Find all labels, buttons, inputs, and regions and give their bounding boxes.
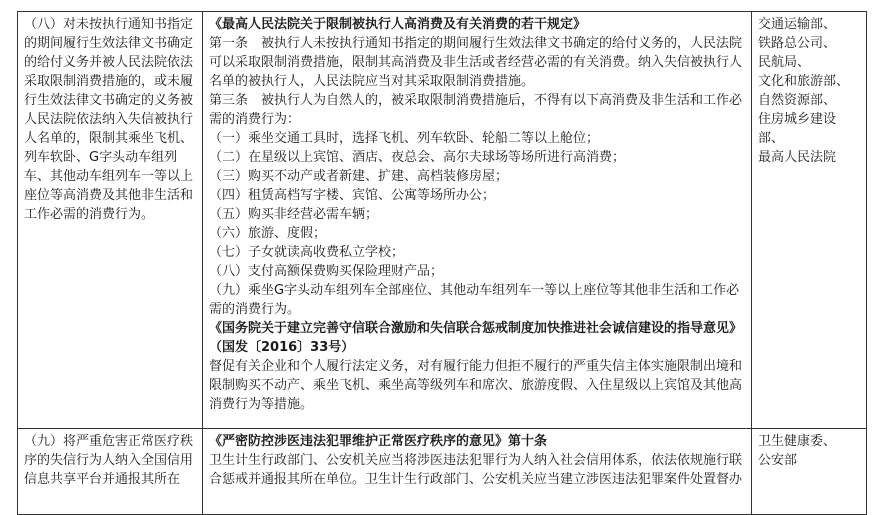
department-name: 民航局、 <box>758 55 811 70</box>
department-name: 卫生健康委、 <box>758 434 837 449</box>
list-item: （八）支付高额保费购买保险理财产品； <box>209 264 444 279</box>
list-item: （七）子女就读高收费私立学校； <box>209 245 405 260</box>
regulation-title: 《最高人民法院关于限制被执行人高消费及有关消费的若干规定》 <box>209 17 587 32</box>
article-paragraph: 卫生计生行政部门、公安机关应当将涉医违法犯罪行为人纳入社会信用体系，依法依规施行联合惩戒并通报其所在单位。卫生计生行政部门、公安机关应当建立涉医违法犯罪案件处置督办 <box>209 453 743 487</box>
department-name: 自然资源部、 <box>758 93 837 108</box>
article-paragraph: 第三条 被执行人为自然人的，被采取限制消费措施后，不得有以下高消费及非生活和工作必需的消费行为： <box>209 93 743 127</box>
department-name: 文化和旅游部、 <box>758 74 850 89</box>
list-item: （一）乘坐交通工具时，选择飞机、列车软卧、轮船二等以上舱位； <box>209 131 600 146</box>
department-name: 铁路总公司、 <box>758 36 837 51</box>
list-item: （三）购买不动产或者新建、扩建、高档装修房屋； <box>209 169 509 184</box>
measure-item-cell: （九）将严重危害正常医疗秩序的失信行为人纳入全国信用信息共享平台并通报其所在 <box>18 429 203 515</box>
regulation-title: 《国务院关于建立完善守信联合激励和失信联合惩戒制度加快推进社会诚信建设的指导意见》（国发〔2016〕33号） <box>209 321 743 355</box>
department-name: 交通运输部、 <box>758 17 837 32</box>
article-paragraph: 督促有关企业和个人履行法定义务，对有履行能力但拒不履行的严重失信主体实施限制出境和限制购买不动产、乘坐飞机、乘坐高等级列车和席次、旅游度假、入住星级以上宾馆及其他高消费行为等措施。 <box>209 359 743 412</box>
department-cell <box>752 12 867 429</box>
table-row <box>18 12 867 429</box>
regulation-title: 《严密防控涉医违法犯罪维护正常医疗秩序的意见》第十条 <box>209 434 548 449</box>
department-name: 公安部 <box>758 453 798 468</box>
legal-basis-cell <box>203 12 752 429</box>
article-paragraph: 第一条 被执行人未按执行通知书指定的期间履行生效法律文书确定的给付义务的，人民法院可以采取限制消费措施，限制其高消费及非生活或者经营必需的有关消费。纳入失信被执行人名单的被执行人，人民法院应当对其采取限制消费措施。 <box>209 36 743 89</box>
department-name: 最高人民法院 <box>758 150 837 165</box>
measure-item-cell: （八）对未按执行通知书指定的期间履行生效法律文书确定的给付义务并被人民法院依法采取限制消费措施的，或未履行生效法律文书确定的义务被人民法院依法纳入失信被执行人名单的，限制其乘坐飞机、列车软卧、G字头动车组列车、其他动车组列车一等以上座位等高消费及其他非生活和工作必需的消费行为。 <box>18 12 203 429</box>
legal-basis-cell <box>203 429 752 515</box>
measures-table <box>17 11 867 515</box>
list-item: （二）在星级以上宾馆、酒店、夜总会、高尔夫球场等场所进行高消费； <box>209 150 626 165</box>
department-cell <box>752 429 867 515</box>
list-item: （九）乘坐G字头动车组列车全部座位、其他动车组列车一等以上座位等其他非生活和工作必需的消费行为。 <box>209 283 740 317</box>
list-item: （五）购买非经营必需车辆； <box>209 207 379 222</box>
list-item: （四）租赁高档写字楼、宾馆、公寓等场所办公； <box>209 188 496 203</box>
department-name: 住房城乡建设部、 <box>758 112 837 146</box>
list-item: （六）旅游、度假； <box>209 226 327 241</box>
table-row <box>18 429 867 515</box>
